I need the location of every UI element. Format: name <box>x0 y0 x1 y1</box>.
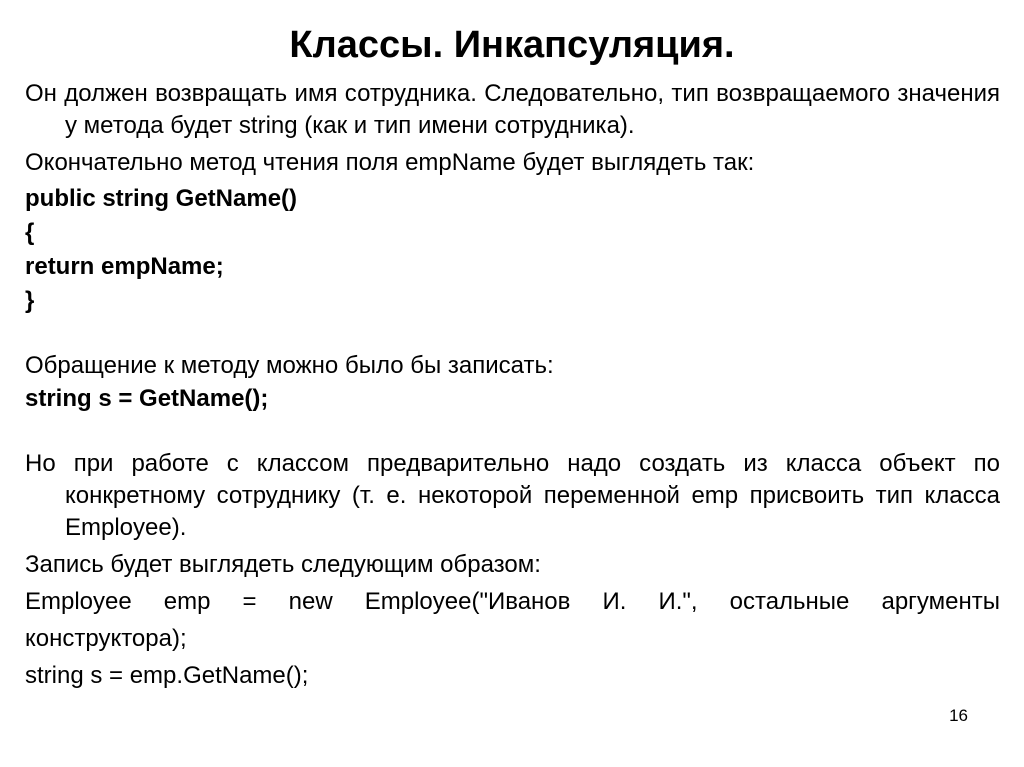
paragraph-record-format: Запись будет выглядеть следующим образом: <box>25 551 541 578</box>
paragraph-method-call: Обращение к методу можно было бы записать: <box>25 352 554 379</box>
slide-content <box>25 78 1000 692</box>
code-block-getname <box>25 182 1000 318</box>
code-method-call: string s = GetName(); <box>25 385 269 412</box>
code-employee-line-2: конструктора); <box>25 625 187 652</box>
code-employee-line-1: Employee emp = new Employee("Иванов И. И.", остальные аргументы <box>25 588 1000 615</box>
paragraph-return-name: Он должен возвращать имя сотрудника. Следовательно, тип возвращаемого значения у метода будет string (как и тип имени сотрудника). <box>25 80 1000 139</box>
code-line: return empName; <box>25 253 224 280</box>
spacer <box>25 318 1000 350</box>
page-number: 16 <box>949 706 968 725</box>
code-line: } <box>25 287 35 314</box>
code-line: { <box>25 219 35 246</box>
paragraph-final-method: Окончательно метод чтения поля empName будет выглядеть так: <box>25 149 755 176</box>
slide-title: Классы. Инкапсуляция. <box>289 24 735 66</box>
paragraph-create-object: Но при работе с классом предварительно надо создать из класса объект по конкретному сотруднику (т. е. некоторой переменной emp присвоить тип класса Employee). <box>25 450 1000 541</box>
spacer <box>25 416 1000 448</box>
code-string-assignment: string s = emp.GetName(); <box>25 662 309 689</box>
code-line: public string GetName() <box>25 185 298 212</box>
